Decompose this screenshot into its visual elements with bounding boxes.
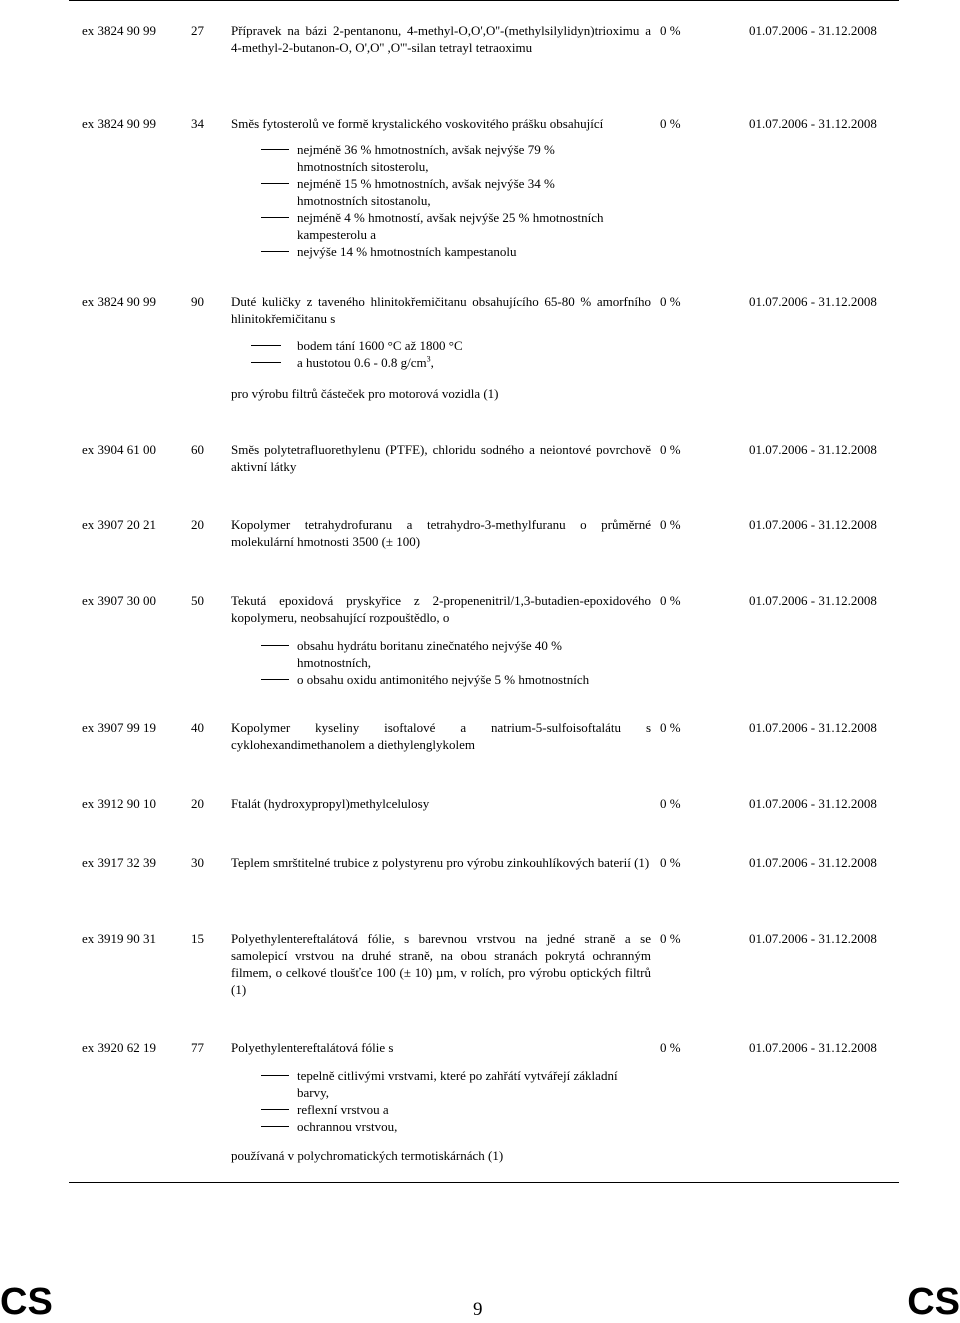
list-item: ochrannou vrstvou, [231, 1118, 651, 1135]
description-text: Směs fytosterolů ve formě krystalického voskovitého prášku obsahující [231, 116, 604, 131]
list-item: nejméně 36 % hmotnostních, avšak nejvýše 79 % hmotnostních sitosterolu, [231, 141, 671, 175]
cn-code: ex 3920 62 19 [82, 1040, 157, 1055]
list-item: bodem tání 1600 °C až 1800 °C [231, 337, 651, 354]
bullet-list [231, 637, 651, 688]
usage-note: pro výrobu filtrů částeček pro motorová vozidla (1) [231, 386, 499, 401]
cn-code: ex 3824 90 99 [82, 23, 157, 38]
validity-period: 01.07.2006 - 31.12.2008 [749, 517, 877, 532]
bullet-list [231, 1067, 651, 1135]
description: Polyethylentereftalátová fólie, s barevnou vrstvou na jedné straně a se samolepicí vrstvou na druhé straně, na obou stranách pokrytá ochranným filmem, o celkové tloušťce 100 (± 10) µm, v rolích, pro výrobu optických filtrů (1) [231, 931, 651, 997]
taric-code: 20 [191, 517, 204, 532]
validity-period: 01.07.2006 - 31.12.2008 [749, 855, 877, 870]
description [231, 293, 651, 402]
taric-code: 34 [191, 116, 204, 131]
description [231, 592, 651, 688]
description [231, 1039, 651, 1164]
validity-period: 01.07.2006 - 31.12.2008 [749, 442, 877, 457]
cn-code: ex 3917 32 39 [82, 855, 157, 870]
superscript: 3 [426, 354, 431, 364]
list-item: nejméně 4 % hmotností, avšak nejvýše 25 % hmotnostních kampesterolu a [231, 209, 671, 243]
description-text: Polyethylentereftalátová fólie s [231, 1040, 394, 1055]
bullet-list [231, 337, 651, 371]
duty-rate: 0 % [660, 294, 681, 309]
usage-note: používaná v polychromatických termotiskárnách (1) [231, 1148, 504, 1163]
duty-rate: 0 % [660, 442, 681, 457]
list-item: reflexní vrstvou a [231, 1101, 651, 1118]
description: Přípravek na bázi 2-pentanonu, 4-methyl-O,O',O''-(methylsilylidyn)trioximu a 4-methyl-2-butanon-O, O',O'' ,O'''-silan tetrayl tetraoximu [231, 23, 651, 55]
taric-code: 27 [191, 23, 204, 38]
bullet-list [231, 141, 671, 260]
description [231, 115, 671, 260]
validity-period: 01.07.2006 - 31.12.2008 [749, 294, 877, 309]
duty-rate: 0 % [660, 1040, 681, 1055]
dash-marker [261, 217, 289, 218]
cn-code: ex 3919 90 31 [82, 931, 157, 946]
duty-rate: 0 % [660, 720, 681, 735]
language-mark-left: CS [0, 1281, 53, 1323]
taric-code: 15 [191, 931, 204, 946]
dash-marker [261, 183, 289, 184]
validity-period: 01.07.2006 - 31.12.2008 [749, 1040, 877, 1055]
list-item: o obsahu oxidu antimonitého nejvýše 5 % hmotnostních [231, 671, 651, 688]
language-mark-right: CS [907, 1281, 960, 1323]
dash-marker [261, 1126, 289, 1127]
page-number: 9 [473, 1299, 483, 1320]
description-text: Tekutá epoxidová pryskyřice z 2-propenenitril/1,3-butadien-epoxidového kopolymeru, neobsahující rozpouštědlo, o [231, 593, 651, 625]
description: Teplem smrštitelné trubice z polystyrenu pro výrobu zinkouhlíkových baterií (1) [231, 855, 650, 870]
list-item: obsahu hydrátu boritanu zinečnatého nejvýše 40 % hmotnostních, [231, 637, 651, 671]
description-text: Duté kuličky z taveného hlinitokřemičitanu obsahujícího 65-80 % amorfního hlinitokřemičitanu s [231, 294, 651, 326]
cn-code: ex 3912 90 10 [82, 796, 157, 811]
description: Kopolymer tetrahydrofuranu a tetrahydro-3-methylfuranu o průměrné molekulární hmotnosti 3500 (± 100) [231, 517, 651, 549]
cn-code: ex 3904 61 00 [82, 442, 157, 457]
duty-rate: 0 % [660, 593, 681, 608]
duty-rate: 0 % [660, 796, 681, 811]
cn-code: ex 3824 90 99 [82, 294, 157, 309]
taric-code: 60 [191, 442, 204, 457]
description: Kopolymer kyseliny isoftalové a natrium-5-sulfoisoftalátu s cyklohexandimethanolem a diethylenglykolem [231, 720, 651, 752]
list-item: nejméně 15 % hmotnostních, avšak nejvýše 34 % hmotnostních sitostanolu, [231, 175, 671, 209]
taric-code: 20 [191, 796, 204, 811]
dash-marker [261, 149, 289, 150]
validity-period: 01.07.2006 - 31.12.2008 [749, 720, 877, 735]
validity-period: 01.07.2006 - 31.12.2008 [749, 593, 877, 608]
description: Ftalát (hydroxypropyl)methylcelulosy [231, 796, 430, 811]
taric-code: 50 [191, 593, 204, 608]
list-item: nejvýše 14 % hmotnostních kampestanolu [231, 243, 671, 260]
duty-rate: 0 % [660, 116, 681, 131]
list-item: tepelně citlivými vrstvami, které po zahřátí vytvářejí základní barvy, [231, 1067, 651, 1101]
dash-marker [261, 679, 289, 680]
cn-code: ex 3824 90 99 [82, 116, 157, 131]
duty-rate: 0 % [660, 517, 681, 532]
dash-marker [261, 1075, 289, 1076]
validity-period: 01.07.2006 - 31.12.2008 [749, 796, 877, 811]
dash-marker [261, 645, 289, 646]
cn-code: ex 3907 30 00 [82, 593, 157, 608]
validity-period: 01.07.2006 - 31.12.2008 [749, 931, 877, 946]
dash-marker [251, 362, 281, 363]
taric-code: 90 [191, 294, 204, 309]
taric-code: 77 [191, 1040, 204, 1055]
taric-code: 40 [191, 720, 204, 735]
dash-marker [251, 345, 281, 346]
validity-period: 01.07.2006 - 31.12.2008 [749, 116, 877, 131]
duty-rate: 0 % [660, 855, 681, 870]
taric-code: 30 [191, 855, 204, 870]
cn-code: ex 3907 20 21 [82, 517, 157, 532]
table-top-rule [69, 0, 899, 1]
duty-rate: 0 % [660, 23, 681, 38]
description: Směs polytetrafluorethylenu (PTFE), chloridu sodného a neiontové povrchově aktivní látky [231, 442, 651, 474]
dash-marker [261, 1109, 289, 1110]
dash-marker [261, 251, 289, 252]
cn-code: ex 3907 99 19 [82, 720, 157, 735]
list-item: a hustotou 0.6 - 0.8 $g/cm^3$, [231, 354, 651, 371]
table-bottom-rule [69, 1182, 899, 1183]
validity-period: 01.07.2006 - 31.12.2008 [749, 23, 877, 38]
duty-rate: 0 % [660, 931, 681, 946]
